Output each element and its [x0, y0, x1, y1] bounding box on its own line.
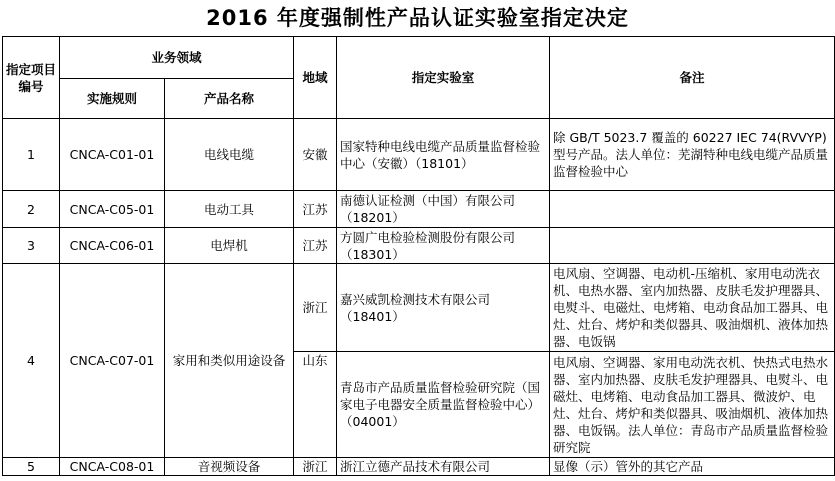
row-rule: CNCA-C01-01 [60, 119, 165, 191]
row-product: 电焊机 [165, 228, 294, 264]
header-region: 地域 [294, 37, 337, 119]
row-note: 电风扇、空调器、电动机-压缩机、家用电动洗衣机、电热水器、室内加热器、皮肤毛发护理器具、电熨斗、电磁灶、电烤箱、电动食品加工器具、电灶、灶台、烤炉和类似器具、吸油烟机、液体加热器、电饭锅 [550, 264, 835, 352]
lab-designation-table [2, 36, 835, 476]
table-row [3, 228, 835, 264]
row-note [550, 191, 835, 228]
row-region: 山东 [294, 352, 337, 458]
row-number: 1 [3, 119, 60, 191]
table-row [3, 264, 835, 352]
header-business-field: 业务领域 [60, 37, 294, 79]
header-product: 产品名称 [165, 79, 294, 119]
row-rule: CNCA-C07-01 [60, 264, 165, 458]
header-row [3, 37, 835, 79]
header-number: 指定项目编号 [3, 37, 60, 119]
row-number: 2 [3, 191, 60, 228]
row-region: 江苏 [294, 228, 337, 264]
row-lab: 浙江立德产品技术有限公司 [337, 458, 550, 476]
header-rule: 实施规则 [60, 79, 165, 119]
row-note: 电风扇、空调器、家用电动洗衣机、快热式电热水器、室内加热器、皮肤毛发护理器具、电熨斗、电磁灶、电烤箱、电动食品加工器具、微波炉、电灶、灶台、烤炉和类似器具、吸油烟机、液体加热器、电饭锅。法人单位：青岛市产品质量监督检验研究院 [550, 352, 835, 458]
row-region: 浙江 [294, 458, 337, 476]
row-note [550, 228, 835, 264]
row-number: 4 [3, 264, 60, 458]
row-region: 江苏 [294, 191, 337, 228]
row-rule: CNCA-C06-01 [60, 228, 165, 264]
header-note: 备注 [550, 37, 835, 119]
row-note: 除 GB/T 5023.7 覆盖的 60227 IEC 74(RVVYP) 型号产品。法人单位：芜湖特种电线电缆产品质量监督检验中心 [550, 119, 835, 191]
row-lab: 方圆广电检验检测股份有限公司（18301） [337, 228, 550, 264]
header-lab: 指定实验室 [337, 37, 550, 119]
row-number: 3 [3, 228, 60, 264]
row-lab: 嘉兴威凯检测技术有限公司（18401） [337, 264, 550, 352]
row-region: 安徽 [294, 119, 337, 191]
row-rule: CNCA-C08-01 [60, 458, 165, 476]
row-number: 5 [3, 458, 60, 476]
row-product: 电线电缆 [165, 119, 294, 191]
row-region: 浙江 [294, 264, 337, 352]
table-row [3, 119, 835, 191]
page-title: 2016 年度强制性产品认证实验室指定决定 [206, 6, 629, 30]
row-product: 家用和类似用途设备 [165, 264, 294, 458]
row-lab: 国家特种电线电缆产品质量监督检验中心（安徽）（18101） [337, 119, 550, 191]
row-lab: 青岛市产品质量监督检验研究院（国家电子电器安全质量监督检验中心）（04001） [337, 352, 550, 458]
row-product: 音视频设备 [165, 458, 294, 476]
table-row [3, 458, 835, 476]
row-note: 显像（示）管外的其它产品 [550, 458, 835, 476]
row-rule: CNCA-C05-01 [60, 191, 165, 228]
table-row [3, 191, 835, 228]
row-product: 电动工具 [165, 191, 294, 228]
row-lab: 南德认证检测（中国）有限公司（18201） [337, 191, 550, 228]
